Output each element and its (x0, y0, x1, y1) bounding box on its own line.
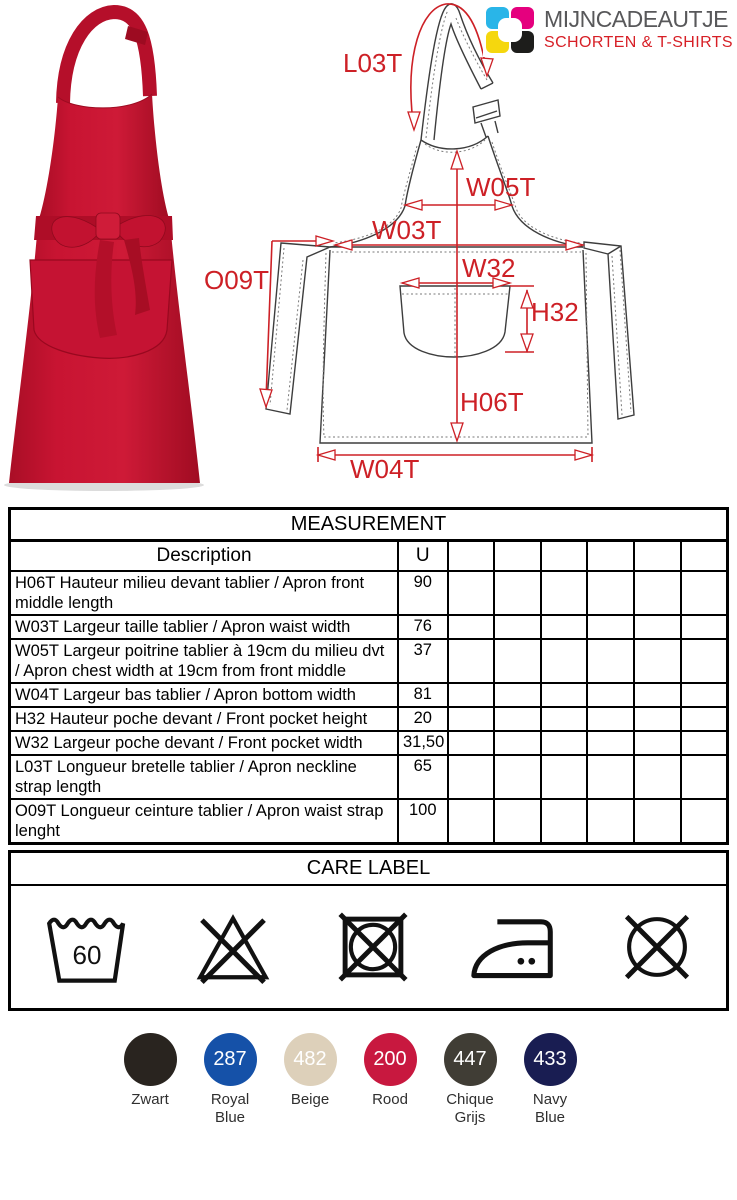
dim-label-w03t: W03T (372, 215, 442, 245)
empty-size-cell (448, 799, 495, 844)
unit-header: U (398, 541, 448, 572)
color-swatch[interactable] (282, 1033, 338, 1127)
color-name: Beige (290, 1091, 330, 1108)
dim-label-h06t: H06T (460, 387, 524, 417)
hero-section (0, 0, 737, 507)
measurement-description: W04T Largeur bas tablier / Apron bottom width (10, 683, 398, 707)
empty-size-header (494, 541, 541, 572)
color-name: Rood (372, 1091, 408, 1108)
color-name: Navy Blue (532, 1091, 568, 1126)
do-not-dry-clean-icon (616, 905, 698, 989)
empty-size-cell (494, 707, 541, 731)
measurement-row (10, 683, 728, 707)
brand-name: MIJNCADEAUTJE (544, 6, 728, 32)
color-swatch[interactable] (202, 1033, 258, 1127)
empty-size-cell (681, 571, 728, 615)
iron-medium-icon (467, 905, 563, 989)
do-not-tumble-dry-icon (332, 905, 414, 989)
dim-label-o09t: O09T (204, 265, 270, 295)
dim-label-w32: W32 (462, 253, 516, 283)
empty-size-cell (541, 755, 588, 799)
measurement-value: 90 (398, 571, 448, 615)
measurement-description: H06T Hauteur milieu devant tablier / Apron front middle length (10, 571, 398, 615)
dimension-arrowheads (260, 58, 592, 460)
measurement-row (10, 755, 728, 799)
care-label-section (8, 850, 729, 1011)
empty-size-cell (681, 799, 728, 844)
empty-size-cell (681, 707, 728, 731)
empty-size-cell (494, 615, 541, 639)
empty-size-cell (541, 571, 588, 615)
empty-size-cell (587, 571, 634, 615)
empty-size-cell (587, 799, 634, 844)
measurement-table-title: MEASUREMENT (10, 509, 728, 541)
measurement-header-row (10, 541, 728, 572)
measurement-value: 37 (398, 639, 448, 683)
empty-size-cell (494, 683, 541, 707)
measurement-description: O09T Longueur ceinture tablier / Apron waist strap lenght (10, 799, 398, 844)
dim-label-w04t: W04T (350, 454, 420, 484)
color-swatch-circle[interactable] (444, 1033, 497, 1086)
empty-size-cell (634, 683, 681, 707)
color-code: 447 (453, 1048, 487, 1070)
empty-size-cell (587, 683, 634, 707)
measurement-row (10, 639, 728, 683)
measurement-description: L03T Longueur bretelle tablier / Apron neckline strap length (10, 755, 398, 799)
color-code: 433 (533, 1048, 567, 1070)
empty-size-cell (541, 799, 588, 844)
logo-square-white-center (498, 18, 522, 42)
empty-size-cell (587, 615, 634, 639)
empty-size-cell (541, 683, 588, 707)
bow-knot (96, 213, 120, 239)
empty-size-cell (634, 731, 681, 755)
empty-size-header (448, 541, 495, 572)
measurement-row (10, 707, 728, 731)
wash-temp-label: 60 (72, 939, 102, 970)
apron-technical-diagram (200, 0, 737, 497)
empty-size-cell (587, 755, 634, 799)
dim-label-h32: H32 (531, 297, 579, 327)
empty-size-header (634, 541, 681, 572)
empty-size-cell (494, 571, 541, 615)
empty-size-cell (587, 639, 634, 683)
empty-size-header (541, 541, 588, 572)
empty-size-header (681, 541, 728, 572)
empty-size-cell (448, 731, 495, 755)
empty-size-cell (448, 755, 495, 799)
empty-size-cell (634, 707, 681, 731)
description-header: Description (10, 541, 398, 572)
color-swatch-circle[interactable] (524, 1033, 577, 1086)
brand-tagline: SCHORTEN & T-SHIRTS (544, 34, 733, 51)
care-icons-row (11, 886, 726, 1008)
measurement-value: 65 (398, 755, 448, 799)
color-swatch-circle[interactable] (124, 1033, 177, 1086)
measurement-value: 20 (398, 707, 448, 731)
measurement-description: H32 Hauteur poche devant / Front pocket height (10, 707, 398, 731)
empty-size-cell (448, 571, 495, 615)
color-swatch[interactable] (522, 1033, 578, 1127)
dim-label-l03t: L03T (343, 48, 403, 78)
empty-size-cell (681, 615, 728, 639)
color-swatches (122, 1033, 737, 1127)
color-name: Chique Grijs (446, 1091, 494, 1126)
empty-size-cell (634, 615, 681, 639)
color-name: Royal Blue (210, 1091, 250, 1126)
empty-size-cell (587, 707, 634, 731)
empty-size-cell (541, 707, 588, 731)
measurement-value: 100 (398, 799, 448, 844)
color-code: 287 (213, 1048, 247, 1070)
do-not-bleach-icon (188, 905, 278, 989)
empty-size-cell (494, 639, 541, 683)
measurement-description: W03T Largeur taille tablier / Apron waist width (10, 615, 398, 639)
measurement-value: 76 (398, 615, 448, 639)
color-code: 200 (373, 1048, 407, 1070)
dim-label-w05t: W05T (466, 172, 536, 202)
color-swatch-circle[interactable] (204, 1033, 257, 1086)
empty-size-header (587, 541, 634, 572)
empty-size-cell (541, 615, 588, 639)
measurement-value: 81 (398, 683, 448, 707)
empty-size-cell (448, 615, 495, 639)
empty-size-cell (681, 731, 728, 755)
apron-bib (38, 94, 170, 222)
empty-size-cell (634, 755, 681, 799)
empty-size-cell (681, 683, 728, 707)
color-swatch[interactable] (122, 1033, 178, 1127)
measurement-row (10, 731, 728, 755)
color-swatch[interactable] (442, 1033, 498, 1127)
measurement-row (10, 799, 728, 844)
empty-size-cell (448, 639, 495, 683)
measurement-description: W05T Largeur poitrine tablier à 19cm du milieu dvt / Apron chest width at 19cm from front middle (10, 639, 398, 683)
measurement-row (10, 615, 728, 639)
empty-size-cell (541, 731, 588, 755)
brand-logo (483, 4, 735, 57)
apron-neck-strap (63, 12, 150, 103)
empty-size-cell (681, 755, 728, 799)
measurement-row (10, 571, 728, 615)
empty-size-cell (494, 799, 541, 844)
empty-size-cell (494, 755, 541, 799)
apron-outline (266, 4, 634, 443)
empty-size-cell (541, 639, 588, 683)
brand-logo-icon (485, 6, 535, 55)
empty-size-cell (587, 731, 634, 755)
empty-size-cell (681, 639, 728, 683)
empty-size-cell (448, 707, 495, 731)
measurement-table (8, 507, 729, 845)
color-code: 482 (293, 1048, 327, 1070)
wash-60-icon (39, 905, 135, 989)
measurement-title-row (10, 509, 728, 541)
measurement-value: 31,50 (398, 731, 448, 755)
empty-size-cell (634, 799, 681, 844)
measurement-description: W32 Largeur poche devant / Front pocket width (10, 731, 398, 755)
color-swatch-circle[interactable] (364, 1033, 417, 1086)
care-label-title: CARE LABEL (11, 853, 726, 886)
color-swatch-circle[interactable] (284, 1033, 337, 1086)
empty-size-cell (494, 731, 541, 755)
empty-size-cell (634, 571, 681, 615)
color-swatch[interactable] (362, 1033, 418, 1127)
empty-size-cell (634, 639, 681, 683)
color-name: Zwart (131, 1091, 169, 1108)
empty-size-cell (448, 683, 495, 707)
brand-logo-text (544, 6, 733, 52)
